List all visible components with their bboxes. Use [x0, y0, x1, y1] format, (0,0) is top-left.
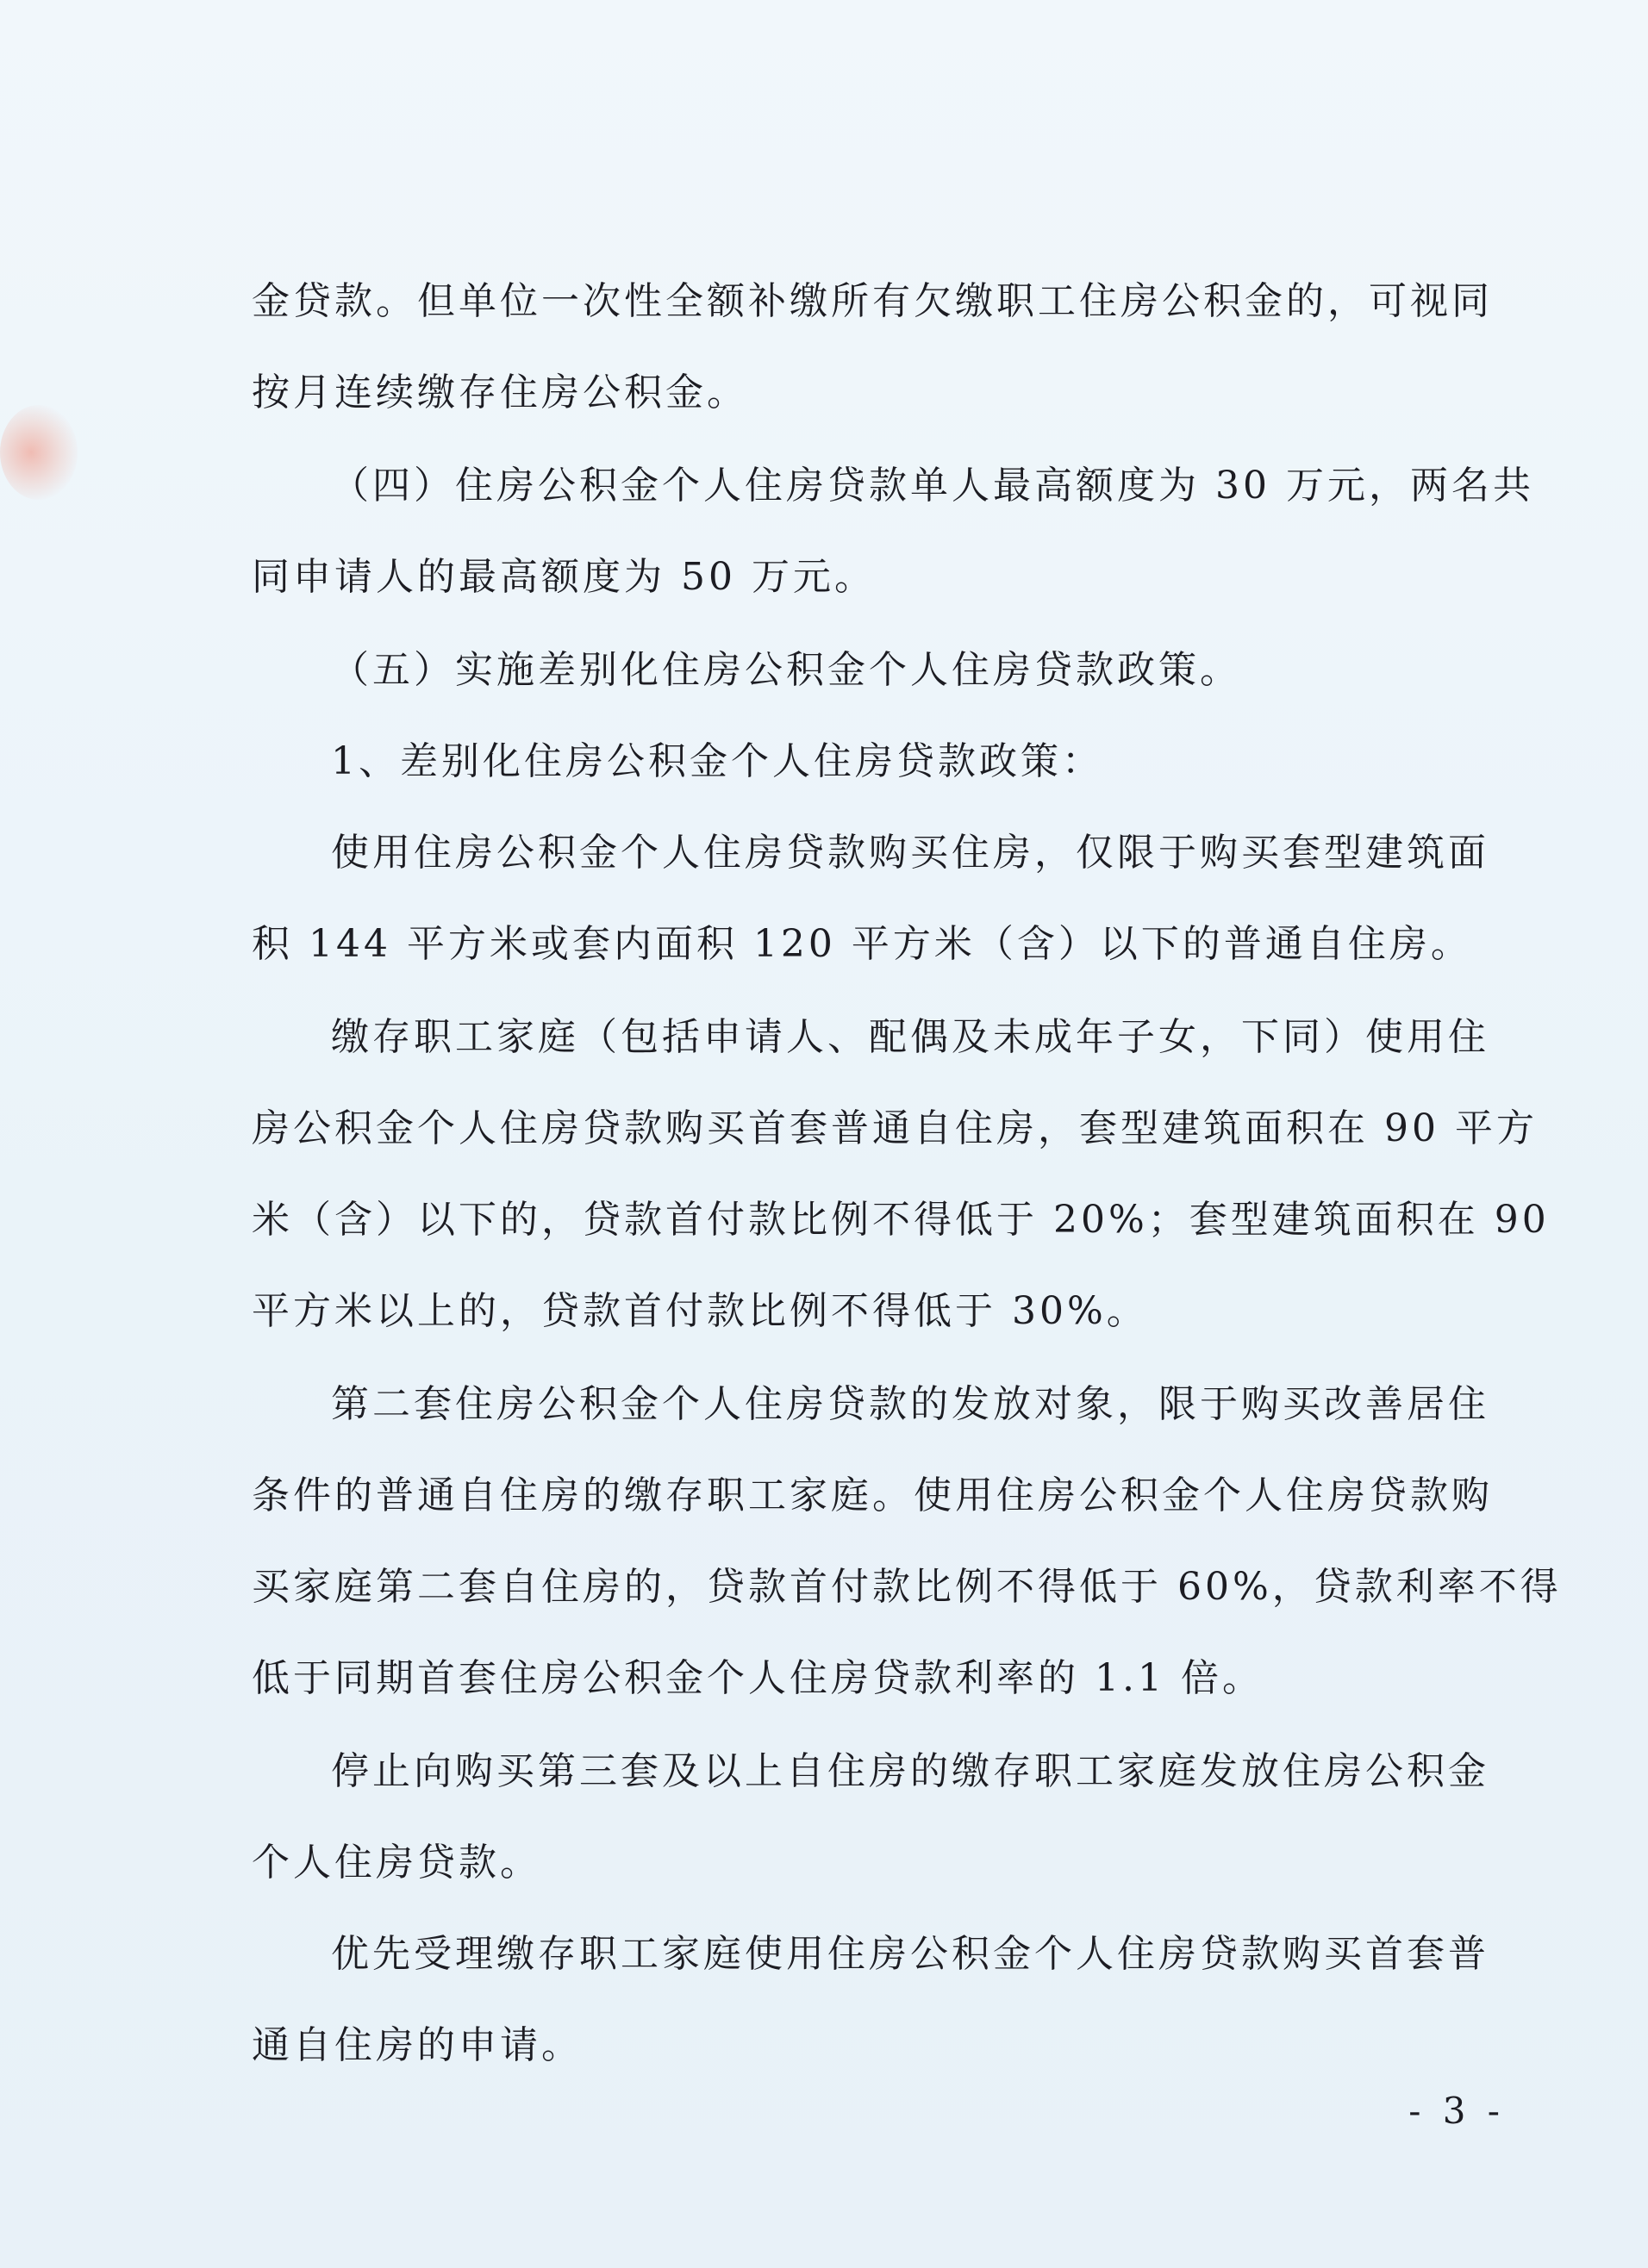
text-line: 条件的普通自住房的缴存职工家庭。使用住房公积金个人住房贷款购 [252, 1474, 1493, 1517]
text-line: 低于同期首套住房公积金个人住房贷款利率的 1.1 倍。 [252, 1656, 1264, 1700]
text-line: 按月连续缴存住房公积金。 [252, 371, 748, 414]
text-line: 1、差别化住房公积金个人住房贷款政策： [331, 739, 1103, 783]
text-line: 米（含）以下的，贷款首付款比例不得低于 20%；套型建筑面积在 90 [252, 1198, 1550, 1242]
text-line: 缴存职工家庭（包括申请人、配偶及未成年子女，下同）使用住 [331, 1015, 1489, 1059]
text-line: 积 144 平方米或套内面积 120 平方米（含）以下的普通自住房。 [252, 922, 1472, 966]
text-line: 买家庭第二套自住房的，贷款首付款比例不得低于 60%，贷款利率不得 [252, 1565, 1562, 1609]
text-line: （五）实施差别化住房公积金个人住房贷款政策。 [331, 648, 1241, 692]
text-line: 平方米以上的，贷款首付款比例不得低于 30%。 [252, 1289, 1148, 1333]
text-line: 停止向购买第三套及以上自住房的缴存职工家庭发放住房公积金 [331, 1749, 1489, 1793]
text-line: 第二套住房公积金个人住房贷款的发放对象，限于购买改善居住 [331, 1382, 1489, 1426]
text-line: （四）住房公积金个人住房贷款单人最高额度为 30 万元，两名共 [331, 464, 1534, 508]
text-line: 房公积金个人住房贷款购买首套普通自住房，套型建筑面积在 90 平方 [252, 1106, 1538, 1150]
text-line: 同申请人的最高额度为 50 万元。 [252, 555, 876, 599]
text-line: 优先受理缴存职工家庭使用住房公积金个人住房贷款购买首套普 [331, 1932, 1489, 1976]
page-number: - 3 - [1408, 2090, 1505, 2132]
text-line: 通自住房的申请。 [252, 2023, 583, 2067]
text-line: 使用住房公积金个人住房贷款购买住房，仅限于购买套型建筑面 [331, 831, 1489, 875]
text-line: 个人住房贷款。 [252, 1841, 541, 1885]
paper-stain [0, 405, 78, 500]
text-line: 金贷款。但单位一次性全额补缴所有欠缴职工住房公积金的，可视同 [252, 279, 1493, 323]
